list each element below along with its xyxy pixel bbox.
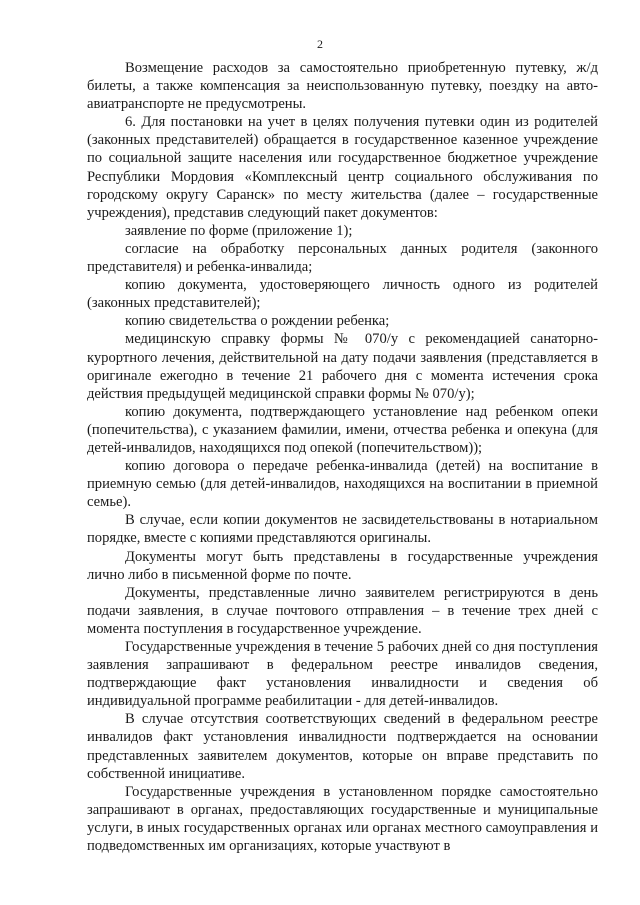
paragraph-missing-info: В случае отсутствия соответствующих сведений в федеральном реестре инвалидов факт установления инвалидности подтверждается на основании представленных заявителем документов, которые он вправе представить по собственной инициативе. [87, 711, 598, 782]
list-item-birth-certificate: копию свидетельства о рождении ребенка; [125, 313, 390, 330]
paragraph-item-6: 6. Для постановки на учет в целях получения путевки один из родителей (законных представителей) обращается в государственное казенное учреждение по социальной защите населения или государственное бюджетное учреждение Республики Мордовия «Комплексный центр социального обслуживания по городскому округу Саранск» по месту жительства (далее – государственные учреждения), представив следующий пакет документов: [87, 114, 598, 221]
list-item-guardianship: копию документа, подтверждающего установление над ребенком опеки (попечительства), с указанием фамилии, имени, отчества ребенка и опекуна (для детей-инвалидов, находящихся под опекой (попечительством)); [87, 403, 598, 456]
page-number: 2 [317, 37, 323, 51]
paragraph-originals: В случае, если копии документов не засвидетельствованы в нотариальном порядке, вместе с копиями представляются оригиналы. [87, 512, 598, 547]
paragraph-interagency: Государственные учреждения в установленном порядке самостоятельно запрашивают в органах, предоставляющих государственные и муниципальные услуги, в иных государственных органах или органах местного самоуправления и подведомственных им организациях, которые участвуют в [87, 783, 598, 855]
document-body [87, 59, 598, 855]
paragraph-registration: Документы, представленные лично заявителем регистрируются в день подачи заявления, в случае почтового отправления – в течение трех дней с момента поступления в государственное учреждение. [87, 584, 598, 637]
list-item-foster-family: копию договора о передаче ребенка-инвалида (детей) на воспитание в приемную семью (для детей-инвалидов, находящихся на воспитании в приемной семье). [87, 458, 598, 511]
paragraph-submission: Документы могут быть представлены в государственные учреждения лично либо в письменной форме по почте. [87, 548, 598, 583]
list-item-id-copy: копию документа, удостоверяющего личность одного из родителей (законных представителей); [87, 277, 598, 312]
list-item-application: заявление по форме (приложение 1); [125, 222, 353, 239]
list-item-medical-certificate: медицинскую справку формы № 070/у с рекомендацией санаторно-курортного лечения, действительной на дату подачи заявления (представляется в оригинале ежегодно в течение 21 рабочего дня с момента истечения срока действия предыдущей медицинской справки формы № 070/у); [87, 331, 598, 402]
paragraph-registry-request: Государственные учреждения в течение 5 рабочих дней со дня поступления заявления запрашивают в федеральном реестре инвалидов сведения, подтверждающие факт установления инвалидности и сведения об индивидуальной программе реабилитации - для детей-инвалидов. [87, 639, 598, 710]
list-item-consent: согласие на обработку персональных данных родителя (законного представителя) и ребенка-инвалида; [87, 240, 598, 276]
paragraph-reimbursement: Возмещение расходов за самостоятельно приобретенную путевку, ж/д билеты, а также компенсация за неиспользованную путевку, поездку на авто-авиатранспорте не предусмотрены. [87, 60, 598, 113]
